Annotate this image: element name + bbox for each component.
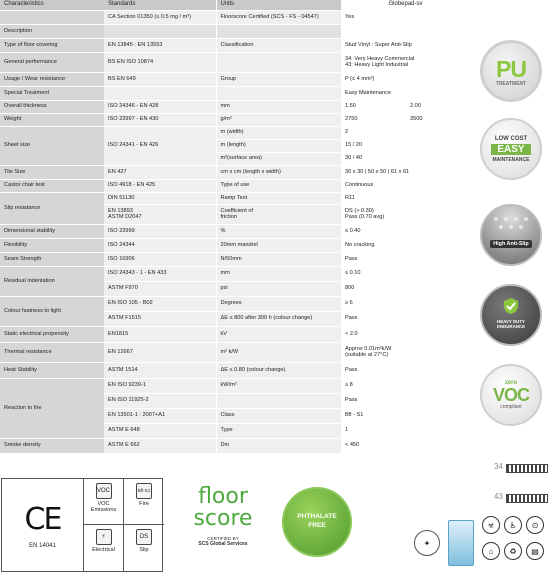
class-43-label: 43 bbox=[494, 492, 503, 501]
table-row: Dimensional stability ISO 23999 % ≤ 0.40 bbox=[0, 224, 470, 238]
class-34-label: 34 bbox=[494, 462, 503, 471]
table-row: Thermal resistance EN 12667 m² k/W Approx 0.01m²k/W (suitable at 27°C) bbox=[0, 342, 470, 362]
fire-cell: Bfl-S1 Fire bbox=[124, 479, 164, 525]
header-characteristics: Characteristics bbox=[0, 0, 104, 10]
table-row: Heat Stability ASTM 1514 ΔE ≤ 0.80 (colour change) Pass bbox=[0, 362, 470, 378]
table-row: ASTM F970 psi 800 bbox=[0, 281, 470, 296]
building-icon bbox=[448, 520, 474, 566]
anti-slip-badge: High Anti-Slip bbox=[478, 204, 544, 266]
table-row: Flexibility ISO 24344 20mm mandrel No cracking bbox=[0, 238, 470, 252]
table-row: Seam Strength ISO 16906 N/50mm Pass bbox=[0, 252, 470, 266]
class-43-icon bbox=[506, 494, 548, 503]
ce-mark: CE bbox=[24, 501, 61, 537]
table-row: EN 13893 ASTM D2047 Coefficient of friction DS (> 0.30) Pass (0.70 avg) bbox=[0, 204, 470, 224]
header-row bbox=[0, 0, 470, 10]
ce-certification-box bbox=[1, 478, 163, 572]
table-row: Usage / Wear resistance BS EN 649 Group P (≤ 4 mm³) bbox=[0, 72, 470, 86]
recycle-icon: ♻ bbox=[504, 542, 522, 560]
voc-emissions-cell: VOC VOC Emissions bbox=[84, 479, 124, 525]
table-row: Slip resistance DIN 51130 Ramp Test R11 bbox=[0, 192, 470, 204]
header-standards: Standards bbox=[104, 0, 216, 10]
floorscore-logo: floor score CERTIFIED BY SCS Global Services bbox=[193, 484, 253, 547]
table-row: Reaction to fire EN ISO 9239-1 kW/m² ≥ 8 bbox=[0, 378, 470, 393]
zero-voc-badge: zero VOC compliant bbox=[478, 364, 544, 426]
table-row: m (length) 15 / 20 bbox=[0, 139, 470, 152]
electrical-icon: ⚡ bbox=[96, 529, 112, 545]
chair-icon: ♿ bbox=[504, 516, 522, 534]
table-row: EN 13501-1 : 2007+A1 Class Bfl - S1 bbox=[0, 408, 470, 423]
class-34-icon bbox=[506, 464, 548, 473]
table-row: CA Section 01350 (≤ 0.5 mg / m³) Floorscore Certified (SCS - FS - 04547) Yes bbox=[0, 10, 470, 24]
phthalate-free-badge: PHTHALATE FREE bbox=[282, 487, 352, 557]
voc-icon: VOC bbox=[96, 483, 112, 499]
heavy-duty-badge: HEAVY DUTY ENDURANCE bbox=[478, 284, 544, 346]
table-row: m²(surface area) 30 / 40 bbox=[0, 152, 470, 165]
table-row: Special Treatment Easy Maintenance bbox=[0, 86, 470, 100]
table-row: ASTM E 648 Type 1 bbox=[0, 423, 470, 438]
easy-maintenance-badge: LOW COST EASY MAINTENANCE bbox=[478, 118, 544, 180]
stud-pattern-icon bbox=[491, 214, 531, 234]
green-building-council-icon: ✦ bbox=[414, 530, 440, 556]
table-row: Tile Size EN 427 cm x cm (length x width) 30 x 30 | 50 x 50 | 61 x 61 bbox=[0, 165, 470, 179]
fire-icon: Bfl-S1 bbox=[136, 483, 152, 499]
biohazard-icon: ☣ bbox=[482, 516, 500, 534]
stairs-icon: ▤ bbox=[526, 542, 544, 560]
pu-treatment-badge: PU TREATMENT bbox=[478, 40, 544, 102]
wheel-icon: ⊙ bbox=[526, 516, 544, 534]
table-row: Smoke density ASTM E 662 Dm < 450 bbox=[0, 438, 470, 453]
table-row: ASTM F1515 ΔE ≤ 800 after 300 h (colour change) Pass bbox=[0, 311, 470, 326]
table-row: General performance BS EN ISO 10874 34: Very Heavy Commercial 43: Heavy Light Industrial bbox=[0, 52, 470, 72]
electrical-cell: ⚡ Electrical bbox=[84, 525, 124, 571]
table-row: Weight ISO 23997 - EN 430 g/m² 2750 3500 bbox=[0, 113, 470, 126]
cleaning-icon: ⌂ bbox=[482, 542, 500, 560]
ce-standard: EN 14041 bbox=[29, 542, 56, 549]
table-row: Castor chair test ISO 4918 - EN 425 Type of use Continuous bbox=[0, 179, 470, 192]
table-row: Type of floor covering EN 13845 : EN 13553 Classification Stud Vinyl : Super Anti-Slip bbox=[0, 38, 470, 52]
shield-check-icon bbox=[501, 296, 521, 316]
header-units: Units bbox=[216, 0, 341, 10]
table-row: Overall thickness ISO 24346 - EN 428 mm 1.50 2.00 bbox=[0, 100, 470, 113]
slip-icon: DS bbox=[136, 529, 152, 545]
table-row: Sheet size ISO 24341 - EN 426 m (width) 2 bbox=[0, 126, 470, 139]
table-row: Residual indentation ISO 24343 - 1 - EN 433 mm ≤ 0.10 bbox=[0, 266, 470, 281]
table-row: EN ISO 11925-2 Pass bbox=[0, 393, 470, 408]
slip-cell: DS Slip bbox=[124, 525, 164, 571]
table-row: Static electrical propensity EN1815 kV < 2.0 bbox=[0, 326, 470, 342]
table-row: Description bbox=[0, 24, 470, 38]
table-row: Colour fastness to light EN ISO 105 - B02 Degrees ≥ 6 bbox=[0, 296, 470, 311]
header-product: Globepad-sv bbox=[341, 0, 470, 10]
